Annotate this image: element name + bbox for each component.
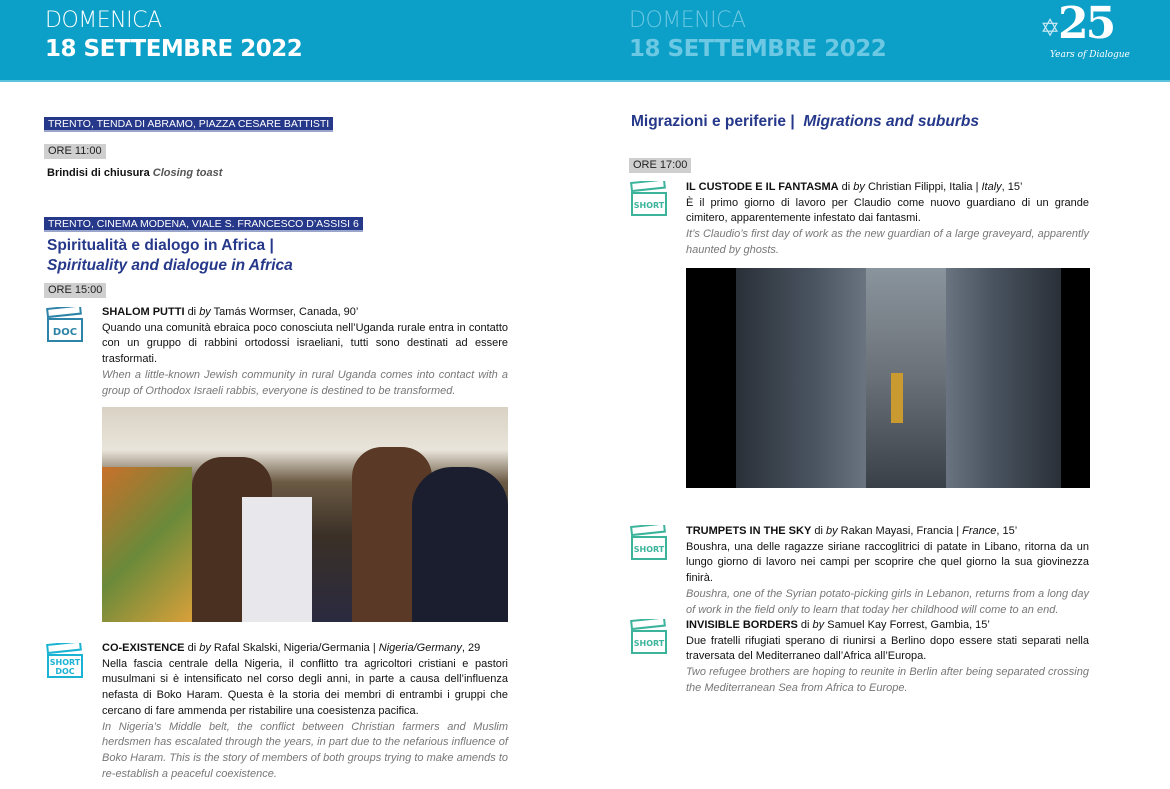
short-clapperboard-icon xyxy=(630,619,668,655)
film-entry-co-existence: CO-EXISTENCE di by Rafal Skalski, Nigeria/Germania | Nigeria/Germany, 29 Nella fascia centrale della Nigeria, il conflitto tra agricoltori cristiani e pastori musulmani si è intensificato nel corso degli anni, in parte a causa dell’influenza nefasta di Boko Haram. Questa è la storia dei membri di entrambi i gruppi che cercano di fare ammenda per ristabilire una coesistenza pacifica. In Nigeria’s Middle belt, the conflict between Christian farmers and Muslim herdsmen has escalated through the years, in part due to the nefarious influence of Boko Haram. This is the story of members of both groups trying to make amends to re-establish a peaceful coexistence. xyxy=(102,641,508,782)
film-title: INVISIBLE BORDERS xyxy=(686,619,798,631)
section-title-en: Spirituality and dialogue in Africa xyxy=(47,257,293,274)
time-badge: ORE 15:00 xyxy=(44,283,106,298)
film-title: IL CUSTODE E IL FANTASMA xyxy=(686,181,839,193)
doc-clapperboard-icon xyxy=(46,307,84,343)
film-description-en: In Nigeria’s Middle belt, the conflict between Christian farmers and Muslim herdsmen has escalated through the years, in part due to the nefarious influence of Boko Haram. This is the story of members of both groups trying to make amends to re-establish a peaceful coexistence. xyxy=(102,720,508,780)
svg-text:DOC: DOC xyxy=(52,327,78,338)
film-entry-trumpets-in-the-sky: TRUMPETS IN THE SKY di by Rakan Mayasi, Francia | France, 15’ Boushra, una delle ragazze siriane raccoglitrici di patate in Libano, ritorna da un lungo giorno di lavoro nei campi per scoprire che quel giorno la sua giovinezza finirà. Boushra, one of the Syrian potato-picking girls in Lebanon, returns from a long day of work in the field only to learn that today her childhood will come to an end. xyxy=(686,524,1089,618)
logo-subtitle: Years of Dialogue xyxy=(1050,50,1130,60)
short-doc-clapperboard-icon xyxy=(46,643,84,679)
logo-number: 25 xyxy=(1058,0,1114,49)
page-header xyxy=(0,0,1170,82)
event-title-it: Brindisi di chiusura xyxy=(47,167,150,179)
header-day-left: DOMENICA xyxy=(45,8,162,33)
location-label: TRENTO, TENDA DI ABRAMO, PIAZZA CESARE BATTISTI xyxy=(44,117,333,132)
film-still-shalom-putti xyxy=(102,407,508,622)
header-date-left: 18 SETTEMBRE 2022 xyxy=(45,36,303,62)
film-credits: Samuel Kay Forrest, Gambia, 15’ xyxy=(827,619,990,631)
header-day-right: DOMENICA xyxy=(629,8,746,33)
short-clapperboard-icon xyxy=(630,181,668,217)
film-description-it: Boushra, una delle ragazze siriane raccoglitrici di patate in Libano, ritorna da un lungo giorno di lavoro nei campi per scoprire che quel giorno la sua giovinezza finirà. xyxy=(686,540,1089,585)
location-label: TRENTO, CINEMA MODENA, VIALE S. FRANCESCO D’ASSISI 6 xyxy=(44,217,363,232)
film-entry-shalom-putti: SHALOM PUTTI di by Tamás Wormser, Canada, 90’ Quando una comunità ebraica poco conosciuta nell’Uganda rurale entra in contatto con un gruppo di rabbini ortodossi israeliani, tutti sono destinati ad essere trasformati. When a little-known Jewish community in rural Uganda comes into contact with a group of Orthodox Israeli rabbis, everyone is destined to be transformed. xyxy=(102,305,508,399)
film-credits: Rafal Skalski, Nigeria/Germania | xyxy=(213,642,376,654)
film-credits: Rakan Mayasi, Francia | xyxy=(840,525,960,537)
anniversary-logo xyxy=(1036,0,1136,64)
event-title-en: Closing toast xyxy=(152,167,223,179)
section-title-it: Migrazioni e periferie | xyxy=(631,113,795,130)
svg-text:SHORT: SHORT xyxy=(633,639,665,648)
film-still-il-custode xyxy=(686,268,1090,488)
short-clapperboard-icon xyxy=(630,525,668,561)
film-credits: Christian Filippi, Italia | xyxy=(867,181,979,193)
film-entry-invisible-borders: INVISIBLE BORDERS di by Samuel Kay Forrest, Gambia, 15’ Due fratelli rifugiati sperano di riunirsi a Berlino dopo essere stati separati nella traversata del Mediterraneo dall’Africa all’Europa. Two refugee brothers are hoping to reunite in Berlin after being separated crossing the Mediterranean Sea from Africa to Europe. xyxy=(686,618,1089,697)
section-heading xyxy=(631,112,979,132)
time-badge: ORE 17:00 xyxy=(629,158,691,173)
svg-text:SHORT: SHORT xyxy=(633,201,665,210)
film-description-it: Due fratelli rifugiati sperano di riunirsi a Berlino dopo essere stati separati nella traversata del Mediterraneo dall’Africa all’Europa. xyxy=(686,634,1089,663)
film-description-it: Quando una comunità ebraica poco conosciuta nell’Uganda rurale entra in contatto con un gruppo di rabbini ortodossi israeliani, tutti sono destinati ad essere trasformati. xyxy=(102,321,508,366)
svg-text:DOC: DOC xyxy=(55,667,75,676)
film-title: SHALOM PUTTI xyxy=(102,306,185,318)
film-entry-il-custode: IL CUSTODE E IL FANTASMA di by Christian Filippi, Italia | Italy, 15’ È il primo giorno di lavoro per Claudio come nuovo guardiano di un grande cimitero, apparentemente infestato dai fantasmi. It’s Claudio’s first day of work as the new guardian of a large graveyard, apparently haunted by ghosts. xyxy=(686,180,1089,259)
film-description-en: Boushra, one of the Syrian potato-picking girls in Lebanon, returns from a long day of work in the field only to learn that today her childhood will come to an end. xyxy=(686,587,1089,616)
section-title-en: Migrations and suburbs xyxy=(803,113,979,130)
star-icon: ✡ xyxy=(1040,15,1061,42)
film-title: CO-EXISTENCE xyxy=(102,642,185,654)
film-title: TRUMPETS IN THE SKY xyxy=(686,525,812,537)
film-description-it: È il primo giorno di lavoro per Claudio come nuovo guardiano di un grande cimitero, apparentemente infestato dai fantasmi. xyxy=(686,196,1089,225)
event-closing-toast xyxy=(47,166,222,182)
film-description-en: It’s Claudio’s first day of work as the new guardian of a large graveyard, apparently haunted by ghosts. xyxy=(686,228,1089,256)
svg-text:SHORT: SHORT xyxy=(49,658,81,667)
film-description-it: Nella fascia centrale della Nigeria, il conflitto tra agricoltori cristiani e pastori musulmani si è intensificato nel corso degli anni, in parte a causa dell’influenza nefasta di Boko Haram. Questa è la storia dei membri di entrambi i gruppi che cercano di fare ammenda per ristabilire una coesistenza pacifica. xyxy=(102,657,508,717)
film-description-en: Two refugee brothers are hoping to reunite in Berlin after being separated crossing the Mediterranean Sea from Africa to Europe. xyxy=(686,666,1089,694)
film-description-en: When a little-known Jewish community in rural Uganda comes into contact with a group of Orthodox Israeli rabbis, everyone is destined to be transformed. xyxy=(102,368,508,397)
svg-text:SHORT: SHORT xyxy=(633,545,665,554)
section-heading xyxy=(47,236,293,276)
film-credits: Tamás Wormser, Canada, 90’ xyxy=(213,306,359,318)
section-title-it: Spiritualità e dialogo in Africa | xyxy=(47,237,274,254)
time-badge: ORE 11:00 xyxy=(44,144,106,159)
header-date-right: 18 SETTEMBRE 2022 xyxy=(629,36,887,62)
